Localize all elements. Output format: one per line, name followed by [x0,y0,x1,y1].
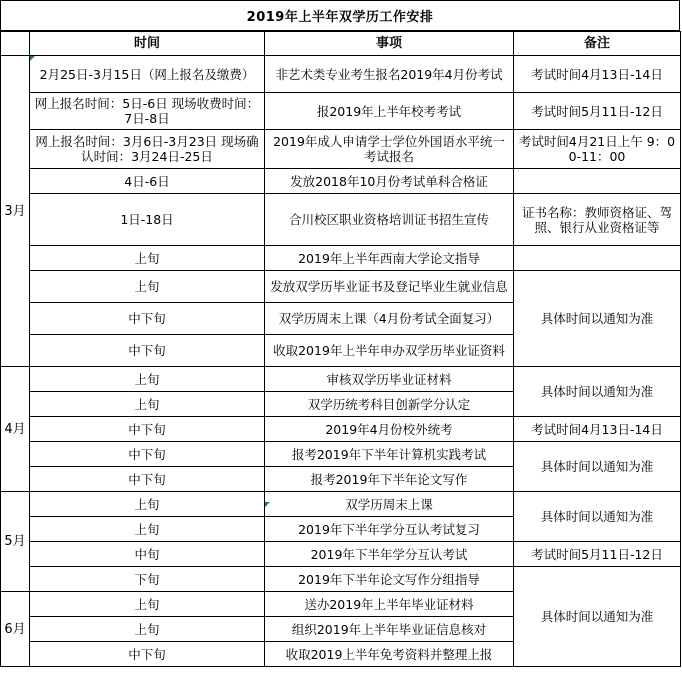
time-cell: 中下旬 [30,335,265,367]
time-cell: 中下旬 [30,417,265,442]
header-item: 事项 [265,32,514,56]
note-cell: 考试时间5月11日-12日 [514,542,681,567]
time-cell: 上旬 [30,271,265,303]
note-cell: 考试时间5月11日-12日 [514,93,681,130]
table-row [1,56,681,93]
note-cell: 具体时间以通知为准 [514,271,681,367]
item-cell: 非艺术类专业考生报名2019年4月份考试 [265,56,514,93]
note-cell: 考试时间4月13日-14日 [514,417,681,442]
item-cell: 报2019年上半年校考考试 [265,93,514,130]
table-row [1,93,681,130]
note-cell: 具体时间以通知为准 [514,367,681,417]
table-row [1,417,681,442]
time-cell: 2月25日-3月15日（网上报名及缴费） [30,56,265,93]
note-cell: 具体时间以通知为准 [514,442,681,492]
time-cell: 1日-18日 [30,194,265,246]
time-cell: 中旬 [30,542,265,567]
table-row [1,367,681,392]
header-row [1,32,681,56]
sheet-title: 2019年上半年双学历工作安排 [0,0,680,31]
header-note: 备注 [514,32,681,56]
cell-marker-icon [265,502,270,507]
time-cell: 上旬 [30,392,265,417]
table-row [1,246,681,271]
item-cell: 2019年4月份校外统考 [265,417,514,442]
item-cell: 2019年下半年学分互认考试复习 [265,517,514,542]
time-cell: 上旬 [30,617,265,642]
table-row [1,169,681,194]
time-cell: 中下旬 [30,467,265,492]
item-cell: 报考2019年下半年计算机实践考试 [265,442,514,467]
table-row [1,194,681,246]
item-cell: 2019年成人申请学士学位外国语水平统一考试报名 [265,130,514,169]
item-cell: 发放2018年10月份考试单科合格证 [265,169,514,194]
month-april: 4月 [1,367,30,492]
item-cell: 收取2019上半年免考资料并整理上报 [265,642,514,667]
note-cell: 考试时间4月21日上午 9：00-11：00 [514,130,681,169]
header-time: 时间 [30,32,265,56]
time-cell: 上旬 [30,367,265,392]
note-cell: 具体时间以通知为准 [514,492,681,542]
time-cell: 上旬 [30,492,265,517]
item-cell: 报考2019年下半年论文写作 [265,467,514,492]
time-cell: 中下旬 [30,442,265,467]
table-row [1,542,681,567]
corner-cell [1,32,30,56]
item-cell: 审核双学历毕业证材料 [265,367,514,392]
time-cell: 上旬 [30,592,265,617]
note-cell: 具体时间以通知为准 [514,567,681,667]
month-may: 5月 [1,492,30,592]
item-cell: 双学历周末上课（4月份考试全面复习） [265,303,514,335]
month-june: 6月 [1,592,30,667]
time-cell: 网上报名时间：5日-6日 现场收费时间：7日-8日 [30,93,265,130]
time-cell: 上旬 [30,246,265,271]
item-cell: 收取2019年上半年申办双学历毕业证资料 [265,335,514,367]
item-cell: 发放双学历毕业证书及登记毕业生就业信息 [265,271,514,303]
time-cell: 中下旬 [30,303,265,335]
item-cell: 2019年下半年学分互认考试 [265,542,514,567]
item-cell: 双学历周末上课 [265,492,514,517]
item-cell: 双学历统考科目创新学分认定 [265,392,514,417]
item-cell: 2019年下半年论文写作分组指导 [265,567,514,592]
item-cell: 2019年上半年西南大学论文指导 [265,246,514,271]
note-cell [514,169,681,194]
note-cell: 证书名称：教师资格证、驾照、银行从业资格证等 [514,194,681,246]
note-cell [514,246,681,271]
table-row [1,130,681,169]
schedule-table [0,31,681,667]
cell-marker-icon [30,56,35,61]
note-cell: 考试时间4月13日-14日 [514,56,681,93]
table-row [1,271,681,303]
item-cell: 组织2019年上半年毕业证信息核对 [265,617,514,642]
time-cell: 上旬 [30,517,265,542]
time-cell: 网上报名时间：3月6日-3月23日 现场确认时间：3月24日-25日 [30,130,265,169]
item-cell: 合川校区职业资格培训证书招生宣传 [265,194,514,246]
time-cell: 下旬 [30,567,265,592]
table-row [1,567,681,592]
table-row [1,492,681,517]
month-march: 3月 [1,56,30,367]
table-row [1,442,681,467]
item-cell: 送办2019年上半年毕业证材料 [265,592,514,617]
time-cell: 4日-6日 [30,169,265,194]
time-cell: 中下旬 [30,642,265,667]
